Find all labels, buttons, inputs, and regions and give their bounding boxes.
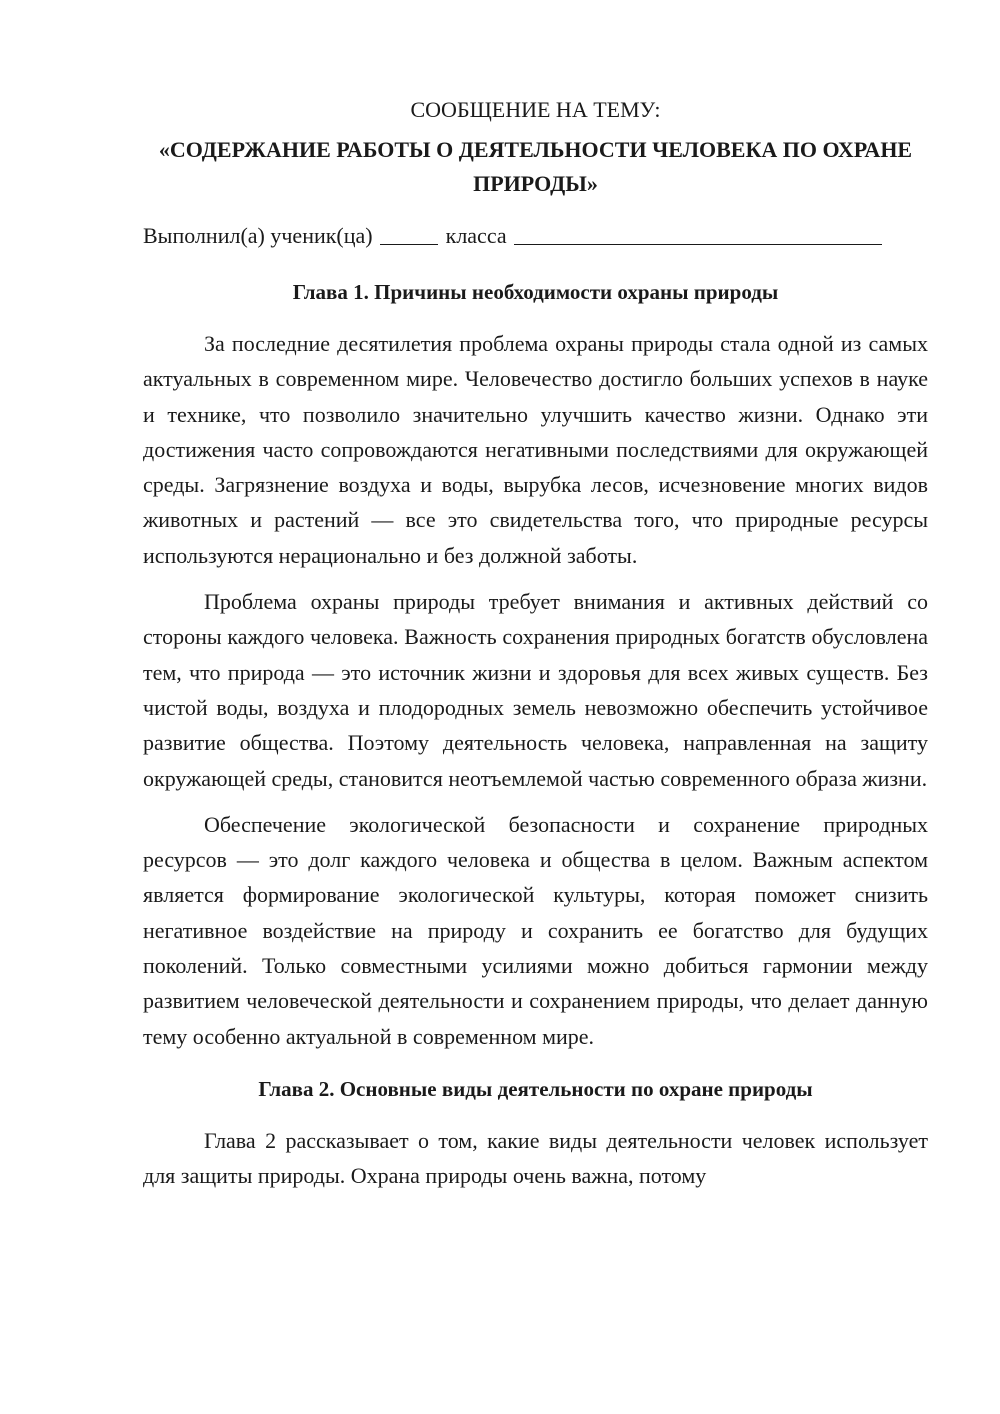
class-label: класса bbox=[445, 223, 507, 248]
chapter-2-paragraph-1: Глава 2 рассказывает о том, какие виды деятельности человек использует для защиты природы. Охрана природы очень важна, потому bbox=[143, 1127, 928, 1189]
document-page bbox=[143, 92, 928, 1194]
author-label: Выполнил(а) ученик(ца) bbox=[143, 223, 373, 248]
chapter-1-heading: Глава 1. Причины необходимости охраны природы bbox=[292, 280, 779, 304]
document-header: СООБЩЕНИЕ НА ТЕМУ: bbox=[410, 97, 661, 122]
student-name-blank bbox=[514, 243, 882, 245]
chapter-1-paragraph-1: За последние десятилетия проблема охраны природы стала одной из самых актуальных в современном мире. Человечество достигло больших успехов в науке и технике, что позволило значительно улучшить качество жизни. Однако эти достижения часто сопровождаются негативными последствиями для окружающей среды. Загрязнение воздуха и воды, вырубка лесов, исчезновение многих видов животных и растений — все это свидетельства того, что природные ресурсы используются нерационально и без должной заботы. bbox=[143, 331, 928, 568]
chapter-2-heading: Глава 2. Основные виды деятельности по охране природы bbox=[258, 1076, 813, 1101]
document-title: «СОДЕРЖАНИЕ РАБОТЫ О ДЕЯТЕЛЬНОСТИ ЧЕЛОВЕКА ПО ОХРАНЕ ПРИРОДЫ» bbox=[158, 137, 913, 196]
author-line bbox=[143, 219, 928, 253]
chapter-1-paragraph-2: Проблема охраны природы требует внимания и активных действий со стороны каждого человека. Важность сохранения природных богатств обусловлена тем, что природа — это источник жизни и здоровья для всех живых существ. Без чистой воды, воздуха и плодородных земель невозможно обеспечить устойчивое развитие общества. Поэтому деятельность человека, направленная на защиту окружающей среды, становится неотъемлемой частью современного образа жизни. bbox=[143, 589, 928, 791]
class-number-blank bbox=[380, 243, 438, 245]
chapter-1-paragraph-3: Обеспечение экологической безопасности и сохранение природных ресурсов — это долг каждого человека и общества в целом. Важным аспектом является формирование экологической культуры, которая поможет снизить негативное воздействие на природу и сохранить ее богатство для будущих поколений. Только совместными усилиями можно добиться гармонии между развитием человеческой деятельности и сохранением природы, что делает данную тему особенно актуальной в современном мире. bbox=[143, 811, 928, 1049]
